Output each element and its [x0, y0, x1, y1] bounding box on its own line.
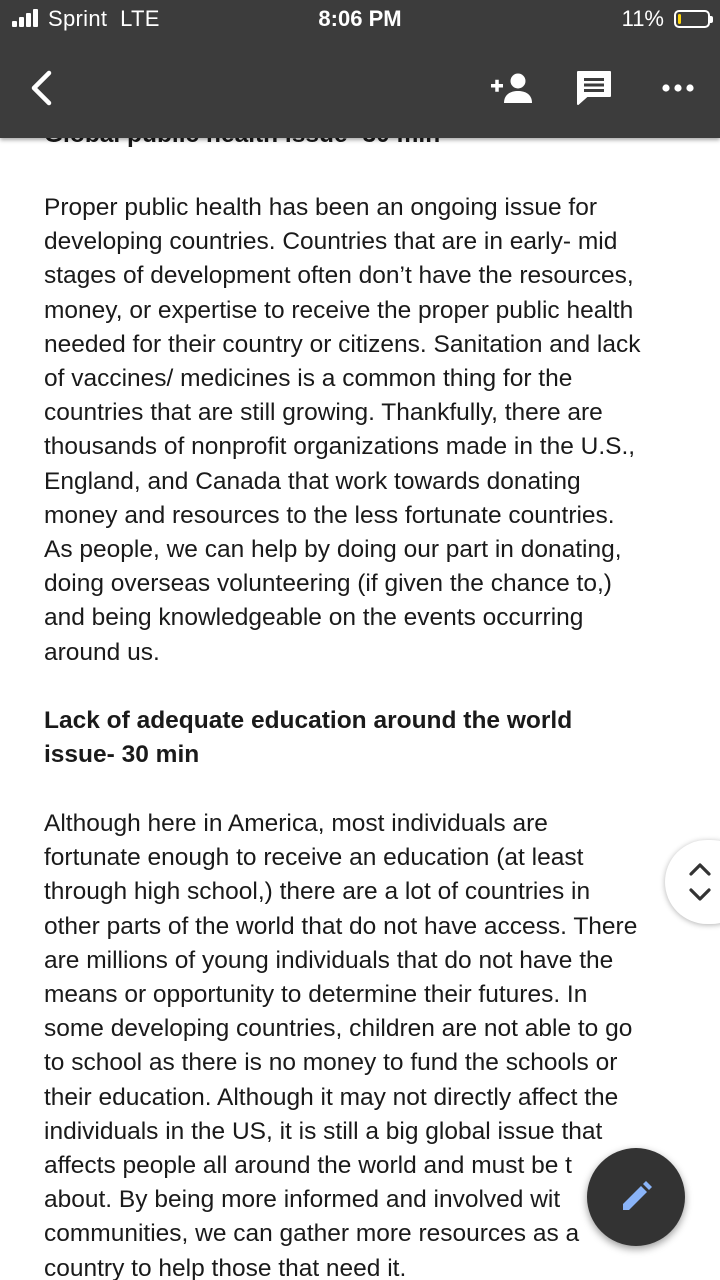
text-line: Although here in America, most individuals are	[44, 810, 548, 837]
edit-fab-button[interactable]	[587, 1148, 685, 1246]
share-add-person-button[interactable]	[484, 60, 540, 116]
chevron-up-icon	[688, 862, 712, 876]
navigate-up-button[interactable]	[685, 856, 715, 882]
text-line: As people, we can help by doing our part in donating,	[44, 536, 622, 564]
text-line: and being knowledgeable on the events occurring	[44, 604, 584, 632]
text-line: issue- 30 min	[44, 741, 200, 769]
text-line: fortunate enough to receive an education (at least	[44, 844, 584, 872]
top-app-bar	[0, 0, 720, 138]
text-line: around us.	[44, 638, 160, 666]
battery-icon	[674, 10, 710, 28]
text-line: individuals in the US, it is still a big global issue that	[44, 1117, 603, 1145]
text-line: developing countries. Countries that are in early- mid	[44, 228, 618, 256]
chevron-down-icon	[688, 888, 712, 902]
text-line: through high school,) there are a lot of countries in	[44, 878, 591, 906]
text-line: countries that are still growing. Thankfully, there are	[44, 399, 603, 427]
comment-icon	[575, 69, 613, 107]
text-line: country to help those that need it.	[44, 1254, 407, 1280]
text-line: Lack of adequate education around the world	[44, 707, 573, 734]
battery-percent: 11%	[621, 6, 664, 31]
text-line: about. By being more informed and involved wit	[44, 1186, 561, 1214]
status-bar	[0, 0, 720, 40]
pencil-icon	[619, 1180, 653, 1214]
person-add-icon	[491, 72, 533, 104]
text-line: needed for their country or citizens. Sanitation and lack	[44, 330, 641, 358]
text-line: are millions of young individuals that do not have the	[44, 946, 614, 974]
status-time: 8:06 PM	[318, 6, 402, 31]
paragraph-public-health	[44, 191, 684, 670]
text-line: England, and Canada that work towards donating	[44, 467, 581, 495]
text-line: communities, we can gather more resources as a	[44, 1220, 580, 1248]
text-line: money and resources to the less fortunate countries.	[44, 501, 615, 529]
text-line: their education. Although it may not directly affect the	[44, 1083, 619, 1111]
more-horizontal-icon	[662, 83, 694, 93]
text-line: stages of development often don’t have the resources,	[44, 262, 634, 290]
battery-level	[678, 14, 681, 24]
text-line: means or opportunity to determine their futures. In	[44, 981, 588, 1009]
text-line: to school as there is no money to fund the schools or	[44, 1049, 618, 1077]
carrier-label: Sprint LTE	[48, 6, 160, 31]
text-line: thousands of nonprofit organizations made in the U.S.,	[44, 433, 636, 461]
text-line: of vaccines/ medicines is a common thing for the	[44, 365, 573, 393]
text-line: money, or expertise to receive the proper public health	[44, 296, 634, 324]
section-heading-education	[44, 704, 684, 772]
text-line: affects people all around the world and must be t	[44, 1152, 572, 1180]
text-line: doing overseas volunteering (if given the chance to,)	[44, 570, 612, 598]
chevron-left-icon	[27, 69, 57, 107]
comments-button[interactable]	[566, 60, 622, 116]
navigate-down-button[interactable]	[685, 882, 715, 908]
doc-toolbar	[0, 50, 720, 126]
text-line: some developing countries, children are not able to go	[44, 1015, 633, 1043]
more-options-button[interactable]	[650, 60, 706, 116]
text-line: other parts of the world that do not have access. There	[44, 912, 638, 940]
text-line: Proper public health has been an ongoing issue for	[44, 194, 597, 221]
back-button[interactable]	[14, 60, 70, 116]
